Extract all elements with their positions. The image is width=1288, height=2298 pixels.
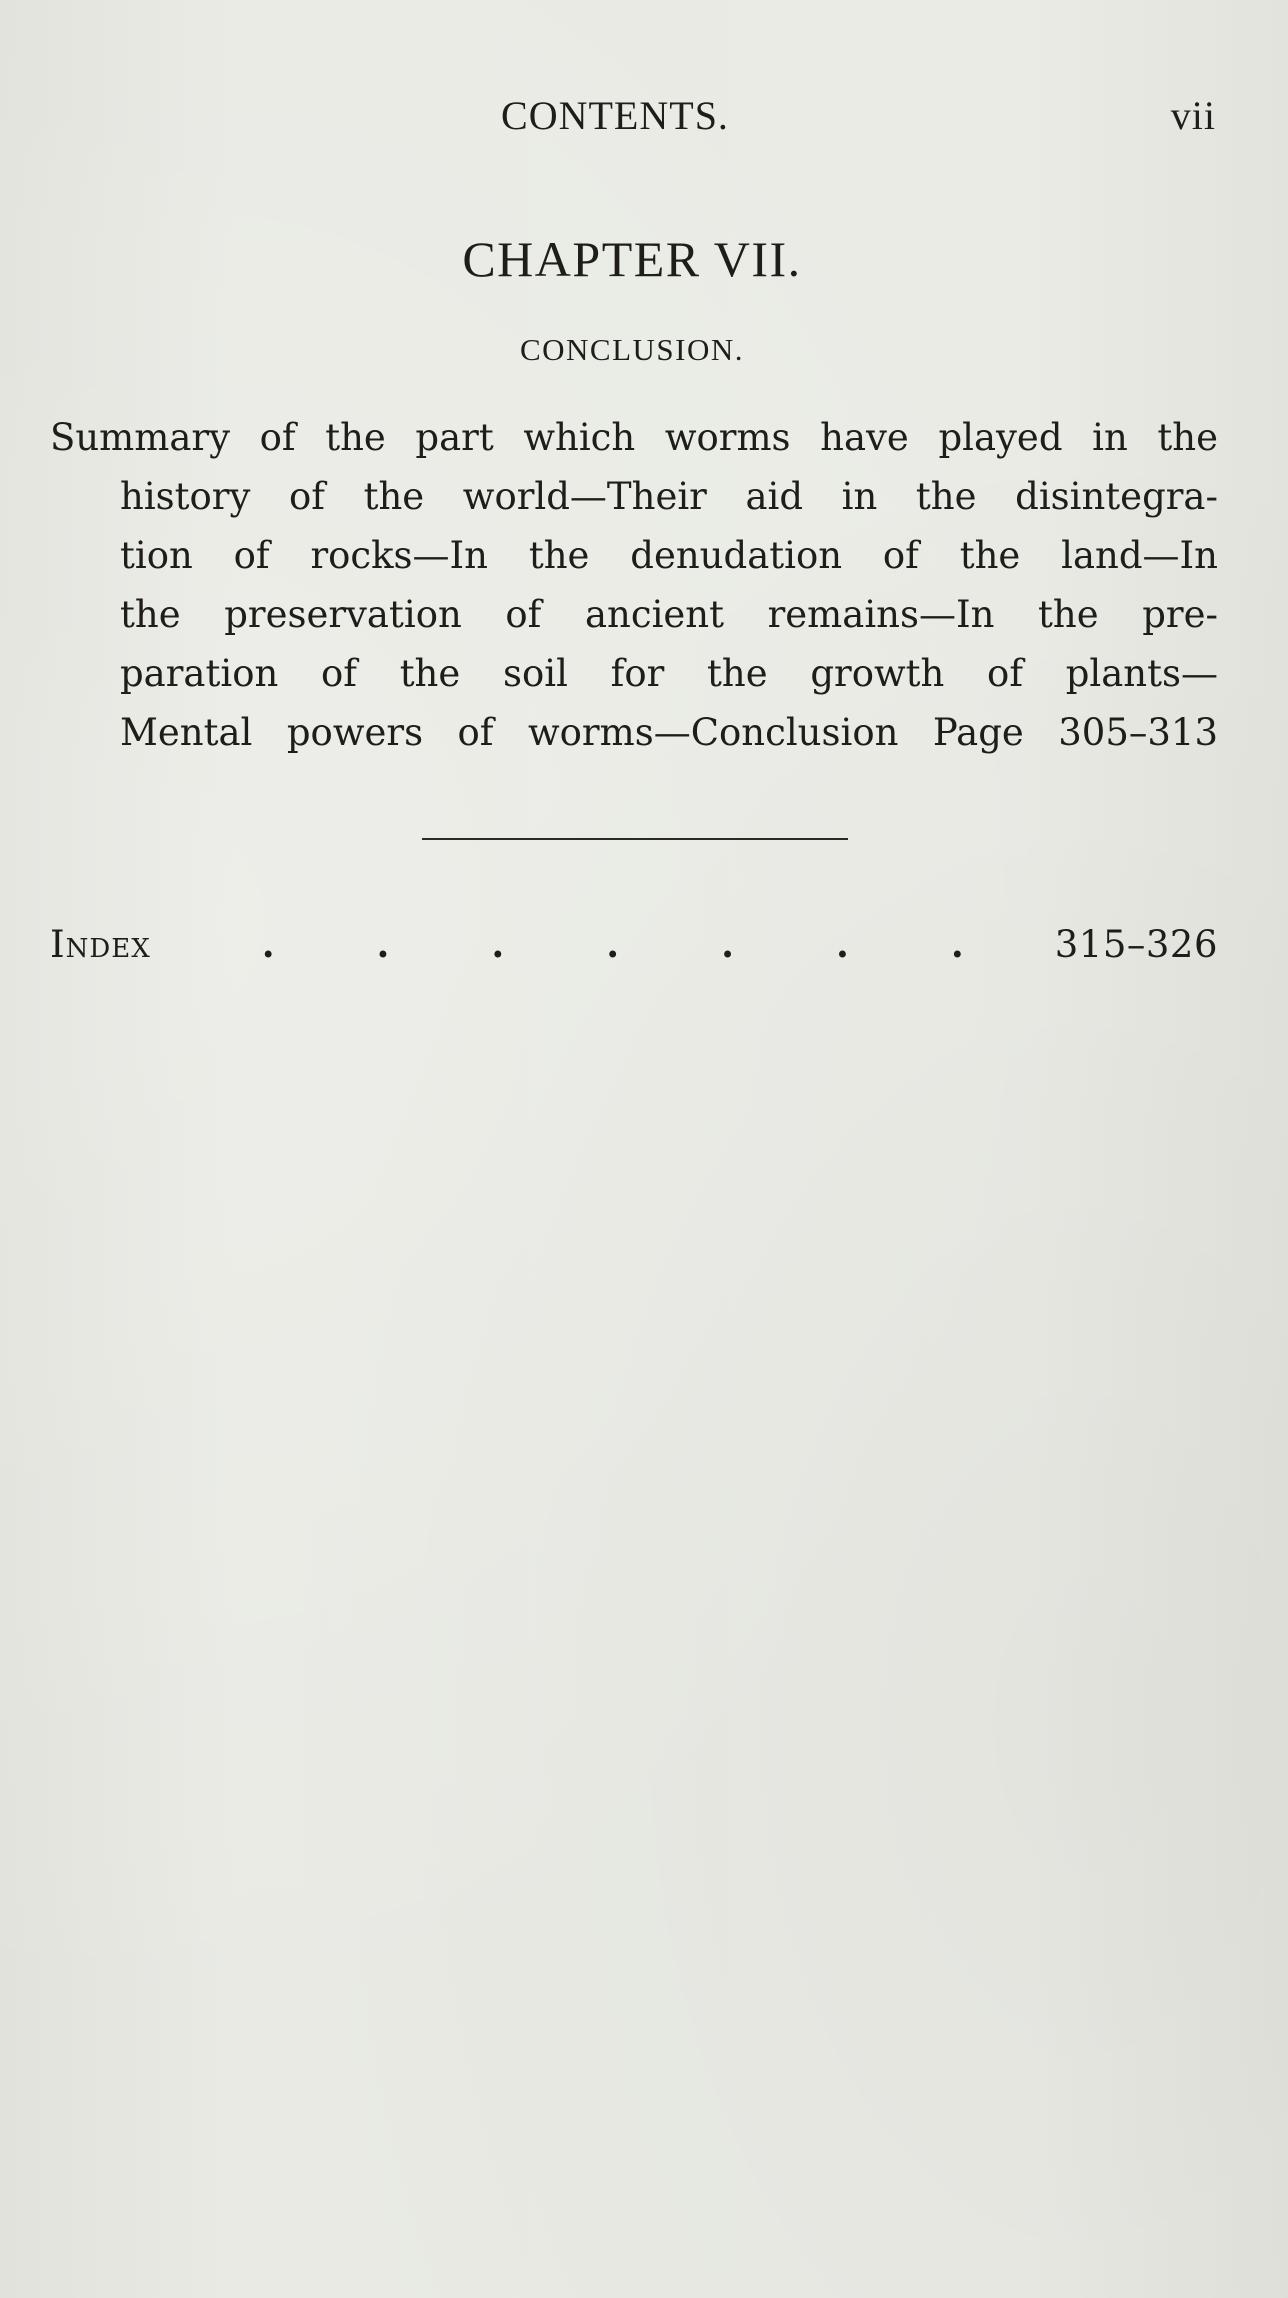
- summary-line: paration of the soil for the growth of plants—: [120, 652, 1218, 695]
- summary-line: the preservation of ancient remains—In the pre-: [120, 593, 1218, 636]
- index-label: Index: [50, 923, 151, 966]
- summary-line: Mental powers of worms—Conclusion Page 305–313: [120, 711, 1218, 754]
- leader-dot: .: [835, 922, 849, 966]
- leader-dot: .: [950, 922, 964, 966]
- index-page-range: 315–326: [1054, 923, 1218, 966]
- running-head-title: CONTENTS.: [501, 93, 729, 138]
- leader-dot: .: [721, 922, 735, 966]
- summary-line: history of the world—Their aid in the disintegra-: [120, 475, 1218, 518]
- chapter-summary: [50, 408, 1218, 762]
- show-through-texture: [320, 1300, 1220, 1348]
- page-number: vii: [1170, 93, 1216, 138]
- leader-dot: .: [606, 922, 620, 966]
- leader-dot: .: [491, 922, 505, 966]
- summary-line: tion of rocks—In the denudation of the land—In: [120, 534, 1218, 577]
- dot-leader: [151, 922, 1055, 966]
- leader-dot: .: [376, 922, 390, 966]
- index-entry: [50, 922, 1218, 966]
- leader-dot: .: [261, 922, 275, 966]
- chapter-subtitle: CONCLUSION.: [519, 332, 745, 367]
- section-divider: [422, 838, 848, 840]
- summary-line: Summary of the part which worms have played in the: [50, 416, 1218, 459]
- chapter-heading: CHAPTER VII.: [462, 231, 802, 287]
